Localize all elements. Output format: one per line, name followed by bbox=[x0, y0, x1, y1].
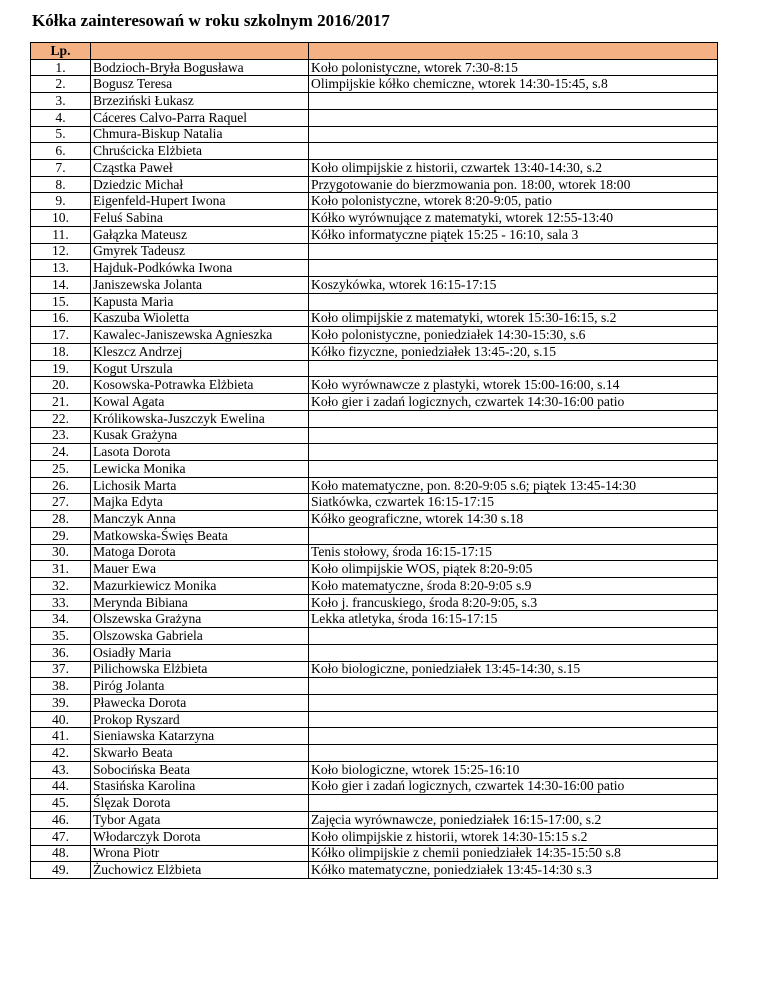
table-row bbox=[31, 343, 718, 360]
teacher-name-cell: Kaszuba Wioletta bbox=[91, 310, 309, 327]
teacher-name-cell: Kapusta Maria bbox=[91, 293, 309, 310]
activity-cell bbox=[309, 711, 718, 728]
teacher-name-cell: Kusak Grażyna bbox=[91, 427, 309, 444]
row-number-cell: 45. bbox=[31, 795, 91, 812]
table-row bbox=[31, 126, 718, 143]
teacher-name-cell: Lasota Dorota bbox=[91, 444, 309, 461]
activity-cell bbox=[309, 728, 718, 745]
teacher-name-cell: Gałązka Mateusz bbox=[91, 226, 309, 243]
activity-cell: Koło biologiczne, poniedziałek 13:45-14:30, s.15 bbox=[309, 661, 718, 678]
row-number-cell: 47. bbox=[31, 828, 91, 845]
row-number-cell: 44. bbox=[31, 778, 91, 795]
table-row bbox=[31, 377, 718, 394]
teacher-name-cell: Kogut Urszula bbox=[91, 360, 309, 377]
activity-cell bbox=[309, 109, 718, 126]
row-number-cell: 30. bbox=[31, 544, 91, 561]
table-row bbox=[31, 310, 718, 327]
table-row bbox=[31, 761, 718, 778]
activity-cell: Koło matematyczne, pon. 8:20-9:05 s.6; piątek 13:45-14:30 bbox=[309, 477, 718, 494]
teacher-name-cell: Manczyk Anna bbox=[91, 511, 309, 528]
row-number-cell: 34. bbox=[31, 611, 91, 628]
row-number-cell: 39. bbox=[31, 695, 91, 712]
header-name-cell bbox=[91, 43, 309, 60]
table-row bbox=[31, 828, 718, 845]
table-row bbox=[31, 160, 718, 177]
row-number-cell: 22. bbox=[31, 410, 91, 427]
row-number-cell: 6. bbox=[31, 143, 91, 160]
activity-cell bbox=[309, 795, 718, 812]
page-title: Kółka zainteresowań w roku szkolnym 2016/2017 bbox=[32, 11, 390, 30]
activity-cell: Olimpijskie kółko chemiczne, wtorek 14:30-15:45, s.8 bbox=[309, 76, 718, 93]
row-number-cell: 42. bbox=[31, 745, 91, 762]
activity-cell: Kółko wyrównujące z matematyki, wtorek 12:55-13:40 bbox=[309, 210, 718, 227]
teacher-name-cell: Feluś Sabina bbox=[91, 210, 309, 227]
activity-cell: Koło olimpijskie z matematyki, wtorek 15:30-16:15, s.2 bbox=[309, 310, 718, 327]
row-number-cell: 32. bbox=[31, 578, 91, 595]
row-number-cell: 41. bbox=[31, 728, 91, 745]
row-number-cell: 21. bbox=[31, 394, 91, 411]
activity-cell bbox=[309, 293, 718, 310]
activity-cell: Kółko olimpijskie z chemii poniedziałek 14:35-15:50 s.8 bbox=[309, 845, 718, 862]
row-number-cell: 46. bbox=[31, 812, 91, 829]
activity-cell: Tenis stołowy, środa 16:15-17:15 bbox=[309, 544, 718, 561]
teacher-name-cell: Bodzioch-Bryła Bogusława bbox=[91, 59, 309, 76]
table-row bbox=[31, 293, 718, 310]
table-row bbox=[31, 494, 718, 511]
table-row bbox=[31, 193, 718, 210]
table-row bbox=[31, 243, 718, 260]
row-number-cell: 33. bbox=[31, 594, 91, 611]
teacher-name-cell: Pilichowska Elżbieta bbox=[91, 661, 309, 678]
row-number-cell: 20. bbox=[31, 377, 91, 394]
table-row bbox=[31, 176, 718, 193]
row-number-cell: 5. bbox=[31, 126, 91, 143]
teachers-activities-table bbox=[30, 42, 718, 879]
table-row bbox=[31, 678, 718, 695]
row-number-cell: 2. bbox=[31, 76, 91, 93]
teacher-name-cell: Prokop Ryszard bbox=[91, 711, 309, 728]
row-number-cell: 48. bbox=[31, 845, 91, 862]
activity-cell bbox=[309, 360, 718, 377]
header-activity-cell bbox=[309, 43, 718, 60]
teacher-name-cell: Matoga Dorota bbox=[91, 544, 309, 561]
teacher-name-cell: Skwarło Beata bbox=[91, 745, 309, 762]
teacher-name-cell: Królikowska-Juszczyk Ewelina bbox=[91, 410, 309, 427]
teacher-name-cell: Kosowska-Potrawka Elżbieta bbox=[91, 377, 309, 394]
table-row bbox=[31, 460, 718, 477]
row-number-cell: 3. bbox=[31, 93, 91, 110]
row-number-cell: 40. bbox=[31, 711, 91, 728]
row-number-cell: 24. bbox=[31, 444, 91, 461]
activity-cell: Przygotowanie do bierzmowania pon. 18:00, wtorek 18:00 bbox=[309, 176, 718, 193]
activity-cell: Koło olimpijskie z historii, wtorek 14:30-15:15 s.2 bbox=[309, 828, 718, 845]
teacher-name-cell: Lewicka Monika bbox=[91, 460, 309, 477]
table-row bbox=[31, 578, 718, 595]
row-number-cell: 38. bbox=[31, 678, 91, 695]
activity-cell bbox=[309, 243, 718, 260]
table-row bbox=[31, 845, 718, 862]
table-row bbox=[31, 594, 718, 611]
table-row bbox=[31, 812, 718, 829]
table-row bbox=[31, 143, 718, 160]
table-row bbox=[31, 661, 718, 678]
activity-cell bbox=[309, 644, 718, 661]
row-number-cell: 23. bbox=[31, 427, 91, 444]
activity-cell: Siatkówka, czwartek 16:15-17:15 bbox=[309, 494, 718, 511]
teacher-name-cell: Merynda Bibiana bbox=[91, 594, 309, 611]
table-row bbox=[31, 611, 718, 628]
table-row bbox=[31, 210, 718, 227]
table-header-row bbox=[31, 43, 718, 60]
teacher-name-cell: Eigenfeld-Hupert Iwona bbox=[91, 193, 309, 210]
table-row bbox=[31, 561, 718, 578]
activity-cell bbox=[309, 126, 718, 143]
activity-cell: Koło gier i zadań logicznych, czwartek 14:30-16:00 patio bbox=[309, 394, 718, 411]
activity-cell: Koło wyrównawcze z plastyki, wtorek 15:00-16:00, s.14 bbox=[309, 377, 718, 394]
activity-cell: Kółko fizyczne, poniedziałek 13:45-:20, s.15 bbox=[309, 343, 718, 360]
table-row bbox=[31, 745, 718, 762]
row-number-cell: 18. bbox=[31, 343, 91, 360]
row-number-cell: 29. bbox=[31, 527, 91, 544]
row-number-cell: 37. bbox=[31, 661, 91, 678]
teacher-name-cell: Kawalec-Janiszewska Agnieszka bbox=[91, 327, 309, 344]
row-number-cell: 27. bbox=[31, 494, 91, 511]
teacher-name-cell: Chmura-Biskup Natalia bbox=[91, 126, 309, 143]
table-row bbox=[31, 260, 718, 277]
teacher-name-cell: Lichosik Marta bbox=[91, 477, 309, 494]
teacher-name-cell: Cáceres Calvo-Parra Raquel bbox=[91, 109, 309, 126]
table-row bbox=[31, 327, 718, 344]
activity-cell: Koło polonistyczne, wtorek 7:30-8:15 bbox=[309, 59, 718, 76]
table-row bbox=[31, 277, 718, 294]
table-row bbox=[31, 695, 718, 712]
activity-cell: Koszykówka, wtorek 16:15-17:15 bbox=[309, 277, 718, 294]
table-row bbox=[31, 93, 718, 110]
table-row bbox=[31, 226, 718, 243]
teacher-name-cell: Sobocińska Beata bbox=[91, 761, 309, 778]
table-row bbox=[31, 59, 718, 76]
activity-cell: Kółko matematyczne, poniedziałek 13:45-14:30 s.3 bbox=[309, 862, 718, 879]
row-number-cell: 4. bbox=[31, 109, 91, 126]
table-row bbox=[31, 109, 718, 126]
row-number-cell: 9. bbox=[31, 193, 91, 210]
activity-cell bbox=[309, 410, 718, 427]
activity-cell: Koło olimpijskie z historii, czwartek 13:40-14:30, s.2 bbox=[309, 160, 718, 177]
teacher-name-cell: Bogusz Teresa bbox=[91, 76, 309, 93]
table-row bbox=[31, 76, 718, 93]
activity-cell: Koło olimpijskie WOS, piątek 8:20-9:05 bbox=[309, 561, 718, 578]
row-number-cell: 11. bbox=[31, 226, 91, 243]
table-row bbox=[31, 427, 718, 444]
row-number-cell: 7. bbox=[31, 160, 91, 177]
header-number-cell: Lp. bbox=[31, 43, 91, 60]
activity-cell: Koło matematyczne, środa 8:20-9:05 s.9 bbox=[309, 578, 718, 595]
row-number-cell: 15. bbox=[31, 293, 91, 310]
teacher-name-cell: Osiadły Maria bbox=[91, 644, 309, 661]
activity-cell: Koło biologiczne, wtorek 15:25-16:10 bbox=[309, 761, 718, 778]
table-row bbox=[31, 544, 718, 561]
activity-cell: Koło polonistyczne, wtorek 8:20-9:05, patio bbox=[309, 193, 718, 210]
row-number-cell: 10. bbox=[31, 210, 91, 227]
table-row bbox=[31, 477, 718, 494]
table-body bbox=[31, 43, 718, 879]
activity-cell bbox=[309, 427, 718, 444]
activity-cell: Koło polonistyczne, poniedziałek 14:30-15:30, s.6 bbox=[309, 327, 718, 344]
table-row bbox=[31, 511, 718, 528]
row-number-cell: 17. bbox=[31, 327, 91, 344]
activity-cell bbox=[309, 695, 718, 712]
teacher-name-cell: Chruścicka Elżbieta bbox=[91, 143, 309, 160]
row-number-cell: 13. bbox=[31, 260, 91, 277]
table-row bbox=[31, 644, 718, 661]
table-row bbox=[31, 360, 718, 377]
activity-cell bbox=[309, 745, 718, 762]
activity-cell: Koło j. francuskiego, środa 8:20-9:05, s.3 bbox=[309, 594, 718, 611]
table-row bbox=[31, 778, 718, 795]
activity-cell bbox=[309, 93, 718, 110]
activity-cell: Zajęcia wyrównawcze, poniedziałek 16:15-17:00, s.2 bbox=[309, 812, 718, 829]
row-number-cell: 36. bbox=[31, 644, 91, 661]
teacher-name-cell: Kleszcz Andrzej bbox=[91, 343, 309, 360]
activity-cell bbox=[309, 260, 718, 277]
teacher-name-cell: Olszewska Grażyna bbox=[91, 611, 309, 628]
activity-cell bbox=[309, 143, 718, 160]
activity-cell: Lekka atletyka, środa 16:15-17:15 bbox=[309, 611, 718, 628]
row-number-cell: 25. bbox=[31, 460, 91, 477]
row-number-cell: 16. bbox=[31, 310, 91, 327]
table-row bbox=[31, 527, 718, 544]
row-number-cell: 43. bbox=[31, 761, 91, 778]
table-row bbox=[31, 394, 718, 411]
teacher-name-cell: Żuchowicz Elżbieta bbox=[91, 862, 309, 879]
table-row bbox=[31, 711, 718, 728]
activity-cell bbox=[309, 460, 718, 477]
activity-cell: Koło gier i zadań logicznych, czwartek 14:30-16:00 patio bbox=[309, 778, 718, 795]
row-number-cell: 31. bbox=[31, 561, 91, 578]
row-number-cell: 14. bbox=[31, 277, 91, 294]
teacher-name-cell: Kowal Agata bbox=[91, 394, 309, 411]
activity-cell bbox=[309, 444, 718, 461]
activity-cell: Kółko informatyczne piątek 15:25 - 16:10, sala 3 bbox=[309, 226, 718, 243]
activity-cell bbox=[309, 527, 718, 544]
row-number-cell: 35. bbox=[31, 628, 91, 645]
activity-cell bbox=[309, 628, 718, 645]
row-number-cell: 19. bbox=[31, 360, 91, 377]
row-number-cell: 1. bbox=[31, 59, 91, 76]
table-row bbox=[31, 444, 718, 461]
row-number-cell: 8. bbox=[31, 176, 91, 193]
teacher-name-cell: Piróg Jolanta bbox=[91, 678, 309, 695]
table-row bbox=[31, 795, 718, 812]
teacher-name-cell: Cząstka Paweł bbox=[91, 160, 309, 177]
table-row bbox=[31, 410, 718, 427]
row-number-cell: 26. bbox=[31, 477, 91, 494]
teacher-name-cell: Hajduk-Podkówka Iwona bbox=[91, 260, 309, 277]
table-row bbox=[31, 728, 718, 745]
teacher-name-cell: Pławecka Dorota bbox=[91, 695, 309, 712]
teacher-name-cell: Matkowska-Święs Beata bbox=[91, 527, 309, 544]
row-number-cell: 12. bbox=[31, 243, 91, 260]
teacher-name-cell: Włodarczyk Dorota bbox=[91, 828, 309, 845]
teacher-name-cell: Mazurkiewicz Monika bbox=[91, 578, 309, 595]
teacher-name-cell: Mauer Ewa bbox=[91, 561, 309, 578]
teacher-name-cell: Gmyrek Tadeusz bbox=[91, 243, 309, 260]
row-number-cell: 49. bbox=[31, 862, 91, 879]
teacher-name-cell: Ślęzak Dorota bbox=[91, 795, 309, 812]
activity-cell: Kółko geograficzne, wtorek 14:30 s.18 bbox=[309, 511, 718, 528]
teacher-name-cell: Majka Edyta bbox=[91, 494, 309, 511]
teacher-name-cell: Wrona Piotr bbox=[91, 845, 309, 862]
teacher-name-cell: Stasińska Karolina bbox=[91, 778, 309, 795]
row-number-cell: 28. bbox=[31, 511, 91, 528]
table-row bbox=[31, 862, 718, 879]
teacher-name-cell: Dziedzic Michał bbox=[91, 176, 309, 193]
activity-cell bbox=[309, 678, 718, 695]
table-row bbox=[31, 628, 718, 645]
teacher-name-cell: Olszowska Gabriela bbox=[91, 628, 309, 645]
teacher-name-cell: Sieniawska Katarzyna bbox=[91, 728, 309, 745]
teacher-name-cell: Tybor Agata bbox=[91, 812, 309, 829]
teacher-name-cell: Janiszewska Jolanta bbox=[91, 277, 309, 294]
teacher-name-cell: Brzeziński Łukasz bbox=[91, 93, 309, 110]
